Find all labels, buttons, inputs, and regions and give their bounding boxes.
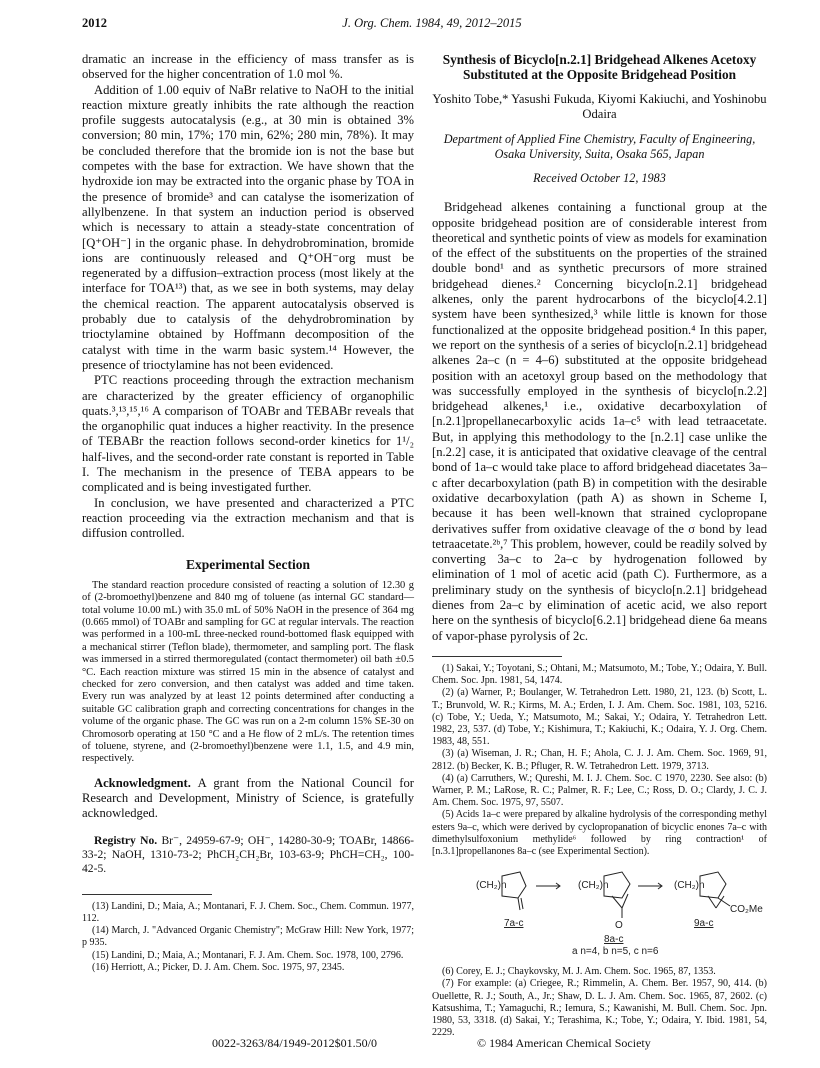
article-title: Synthesis of Bicyclo[n.2.1] Bridgehead Alkenes Acetoxy Substituted at the Opposite Bridgehead Position bbox=[442, 52, 757, 82]
carbonyl-label: O bbox=[615, 920, 623, 932]
experimental-heading: Experimental Section bbox=[185, 556, 311, 572]
footnote: (13) Landini, D.; Maia, A.; Montanari, F. J. Chem. Soc., Chem. Commun. 1977, 112. bbox=[82, 900, 414, 924]
footnotes-right-a bbox=[432, 663, 767, 858]
footnote: (3) (a) Wiseman, J. R.; Chan, H. F.; Ahola, C. J. J. Am. Chem. Soc. 1969, 91, 2812. (b) Becker, K. B.; Pfluger, R. W. Tetrahedron Lett. 1979, 3713. bbox=[432, 748, 767, 772]
paragraph: dramatic an increase in the efficiency of mass transfer as is observed for the higher concentration of 1.0 mol %. bbox=[82, 52, 414, 82]
footnote: (5) Acids 1a–c were prepared by alkaline hydrolysis of the corresponding methyl esters 9a–c, which were derived by cyclopropanation of bicyclic enones 7a–c with dimethylsulfoxonium methylide⁶ followed by ring contraction¹ of [n.3.1]propellanones 8a–c (see Experimental Section). bbox=[432, 809, 767, 857]
footnote: (16) Herriott, A.; Picker, D. J. Am. Chem. Soc. 1975, 97, 2345. bbox=[92, 961, 345, 973]
acknowledgment bbox=[82, 776, 414, 822]
compound-label-9: 9a-c bbox=[694, 918, 714, 930]
ester-label: CO₂Me bbox=[730, 904, 763, 916]
footnote: (14) March, J. "Advanced Organic Chemistry"; McGraw Hill: New York, 1977; p 935. bbox=[82, 925, 414, 949]
registry-text: Br⁻, 24959-67-9; OH⁻, 14280-30-9; TOABr, 14866-33-2; NaOH, 1310-73-2; PhCH₂CH₂Br, 103-63-9; PhCH=CH₂, 100-42-5. bbox=[82, 833, 414, 875]
acknowledgment-label: Acknowledgment. bbox=[94, 775, 191, 790]
article-body: Bridgehead alkenes containing a functional group at the opposite bridgehead position are of considerable interest from theoretical and synthetic points of view as models for examination of the effect of the substituents on the properties of the strained double bond¹ and as synthetic precursors of more strained bridgehead dienes.² Concerning bicyclo[n.2.1] bridgehead alkenes, only the parent hydrocarbons of the bicyclo[4.2.1] system have been synthesized,³ while little is known for those functionalized at the opposite bridgehead position.⁴ In this paper, we report on the synthesis of a series of bicyclo[n.2.1] bridgehead alkenes 2a–c (n = 4–6) substituted at the opposite bridgehead position with an acetoxyl group based on the methodology that was successfully employed in the synthesis of bicyclo[n.2.2] bridgehead alkenes,¹ i.e., oxidative decarboxylation of [n.2.1]propellanecarboxylic acids 1a–c⁵ with lead tetraacetate. But, in applying this methodology to the [n.2.1] case unlike the [n.2.2] case, it is anticipated that oxidative cleavage of the central bond of 1a–c would take place to afford bridgehead diacetates 3a–c after decarboxylation (path B) in competition with the desirable oxidative decarboxylation (path A) as shown in Scheme I, because it has been well-known that strained cyclopropane derivatives suffer from oxidative cleavage of the σ bond by lead tetraacetate.²ᵇ,⁷ This problem, however, could be readily solved by converting 3a–c to 2a–c by hydrogenation followed by elimination of 1 mol of acetic acid (path C). Furthermore, as a preliminary study on the synthesis of bicyclo[n.2.1] bridgehead dienes from 2a–c by elimination of acetic acid, we also report here on the synthesis of bicyclo[6.2.1] bridgehead diene 6a means of vapor-phase pyrolysis of 2c. bbox=[432, 200, 767, 643]
affiliation: Department of Applied Fine Chemistry, Faculty of Engineering, Osaka University, Suita, Osaka 565, Japan bbox=[443, 132, 756, 161]
compound-label-7: 7a-c bbox=[504, 918, 524, 930]
footnote: (4) (a) Carruthers, W.; Qureshi, M. I. J. Chem. Soc. C 1970, 2230. See also: (b) Warner, P. M.; LaRose, R. C.; Palmer, R. F.; Lee, C.; Ross, D. O.; Clardy, J. C. J. Am. Chem. Soc. 1975, 97, 5507. bbox=[432, 772, 767, 809]
received-date: Received October 12, 1983 bbox=[533, 171, 666, 185]
footnote: (2) (a) Warner, P.; Boulanger, W. Tetrahedron Lett. 1980, 21, 123. (b) Scott, L. T.; Brunvold, W. R.; Kirms, M. A.; Erden, I. J. Am. Chem. Soc. 1981, 103, 5216. (c) Tobe, Y.; Ueda, Y.; Matsumoto, M.; Sakai, Y.; Odaira, Y. Tetrahedron Lett. 1982, 23, 537. (d) Tobe, Y.; Kishimura, T.; Kakiuchi, K.; Odaira, Y. J. Org. Chem. 1983, 48, 551. bbox=[432, 687, 767, 748]
footnote: (1) Sakai, Y.; Toyotani, S.; Ohtani, M.; Matsumoto, M.; Tobe, Y.; Odaira, Y. Bull. Chem. Soc. Jpn. 1981, 54, 1474. bbox=[432, 662, 767, 687]
journal-citation: J. Org. Chem. 1984, 49, 2012–2015 bbox=[342, 16, 522, 30]
scheme-legend: a n=4, b n=5, c n=6 bbox=[572, 946, 659, 958]
footnote: (15) Landini, D.; Maia, A.; Montanari, F. J. Am. Chem. Soc. 1978, 100, 2796. bbox=[92, 949, 404, 961]
article-code: 0022-3263/84/1949-2012$01.50/0 bbox=[212, 1036, 377, 1050]
experimental-text bbox=[82, 580, 414, 766]
footnotes-left bbox=[82, 901, 414, 974]
ring-label: (CH₂)n bbox=[578, 880, 609, 892]
footnote-rule bbox=[432, 656, 562, 657]
compound-label-8: 8a-c bbox=[604, 934, 624, 946]
footnote: (7) For example: (a) Criegee, R.; Rimmelin, A. Chem. Ber. 1957, 90, 414. (b) Ouellette, R. J.; South, A., Jr.; Shaw, D. L. J. Am. Chem. Soc. 1965, 87, 2602. (c) Katsushima, T.; Yamaguchi, R.; Iemura, S.; Kawanishi, M. Bull. Chem. Soc. Jpn. 1980, 53, 3318. (d) Sakai, Y.; Terashima, K.; Tobe, Y.; Odaira, Y. Ibid. 1981, 54, 2229. bbox=[432, 978, 767, 1039]
footnote-rule bbox=[82, 894, 212, 895]
paragraph: In conclusion, we have presented and characterized a PTC reaction proceeding via the extraction mechanism and that is diffusion controlled. bbox=[82, 495, 414, 541]
left-column bbox=[82, 52, 414, 974]
footnote: (6) Corey, E. J.; Chaykovsky, M. J. Am. Chem. Soc. 1965, 87, 1353. bbox=[442, 966, 716, 978]
experimental-paragraph: The standard reaction procedure consisted of reacting a solution of 12.30 g of (2-bromoethyl)benzene and 840 mg of toluene (as internal GC standard—total volume 10.00 mL) with 35.0 mL of 50% NaOH in the presence of 364 mg (0.665 mmol) of TOABr and sampling for GC at regular intervals. The reaction was performed in a 100-mL three-necked round-bottomed flask equipped with a mechanical stirrer (Teflon blade), thermometer, and sampling port. The flask was immersed in a stirred thermoregulated (contact thermometer) oil bath ±0.5 °C. Each reaction mixture was stirred 15 min in the absence of catalyst and checked for zero conversion, and then catalyst was added and time taken. Every run was analyzed by at least 12 points determined after conducting a suitable GC calibration graph and correcting concentrations for changes in the volume of the organic phase. The GC was run on a 2-m column 15% SE-30 on Chromosorb operating at 150 °C and a He flow of 2 mL/s. The retention times of toluene, styrene, and (2-bromoethyl)benzene were 1.1, 1.5, and 4.9 min, respectively. bbox=[82, 579, 414, 765]
registry-label: Registry No. bbox=[94, 833, 158, 847]
ring-label: (CH₂)n bbox=[476, 880, 507, 892]
registry-numbers bbox=[82, 834, 414, 876]
paragraph: Addition of 1.00 equiv of NaBr relative to NaOH to the initial reaction mixture greatly inhibits the rate although the reaction profile suggests autocatalysis (e.g., at 30 min is obtained 3% conversion; 80 min, 17%; 170 min, 62%; 280 min, 78%). It may be concluded therefore that the bromide ion is not the base but competes with the base for extraction. We have shown that the hydroxide ion may be extracted into the organic phase by TOA in the presence of bromide³ and can catalyse the isomerization of allylbenzene. In that system an induction period is observed which is necessary to attain a steady-state concentration of [Q⁺OH⁻] in the organic phase. In dehydrobromination, bromide ions are continuously released and Q⁺OH⁻org must be regenerated by a diffusion–extraction process (most likely at the interface for TOA¹³) that, as we see in both systems, may delay the chemical reaction. The apparent autocatalysis observed is probably due to catalysis of the dehydrobromination by trioctylamine obtained by Hoffmann decomposition of the catalyst with time in the warm basic system.¹⁴ However, the presence of trioctylamine has not been evidenced. bbox=[82, 82, 414, 372]
page-number: 2012 bbox=[82, 16, 107, 30]
footnotes-right-b bbox=[432, 966, 767, 1039]
ring-label: (CH₂)n bbox=[674, 880, 705, 892]
running-header bbox=[82, 16, 782, 36]
reaction-scheme bbox=[432, 868, 767, 958]
copyright: © 1984 American Chemical Society bbox=[477, 1036, 651, 1050]
authors: Yoshito Tobe,* Yasushi Fukuda, Kiyomi Kakiuchi, and Yoshinobu Odaira bbox=[432, 92, 767, 121]
right-column bbox=[432, 52, 767, 1039]
scheme-drawing bbox=[432, 868, 767, 958]
acknowledgment-text: A grant from the National Council for Research and Development, Ministry of Science, is gratefully acknowledged. bbox=[82, 775, 414, 821]
paragraph: PTC reactions proceeding through the extraction mechanism are characterized by the greater efficiency of organophilic quats.³,¹³,¹⁵,¹⁶ A comparison of TOABr and TEBABr reveals that the organophilic quat induces a higher reactivity. In the presence of TEBABr the reaction follows second-order kinetics for 1¹/₂ half-lives, and the second-order rate constant is reported in Table I. The mechanism in the presence of TEBA appears to be complicated and is being investigated further. bbox=[82, 373, 414, 495]
